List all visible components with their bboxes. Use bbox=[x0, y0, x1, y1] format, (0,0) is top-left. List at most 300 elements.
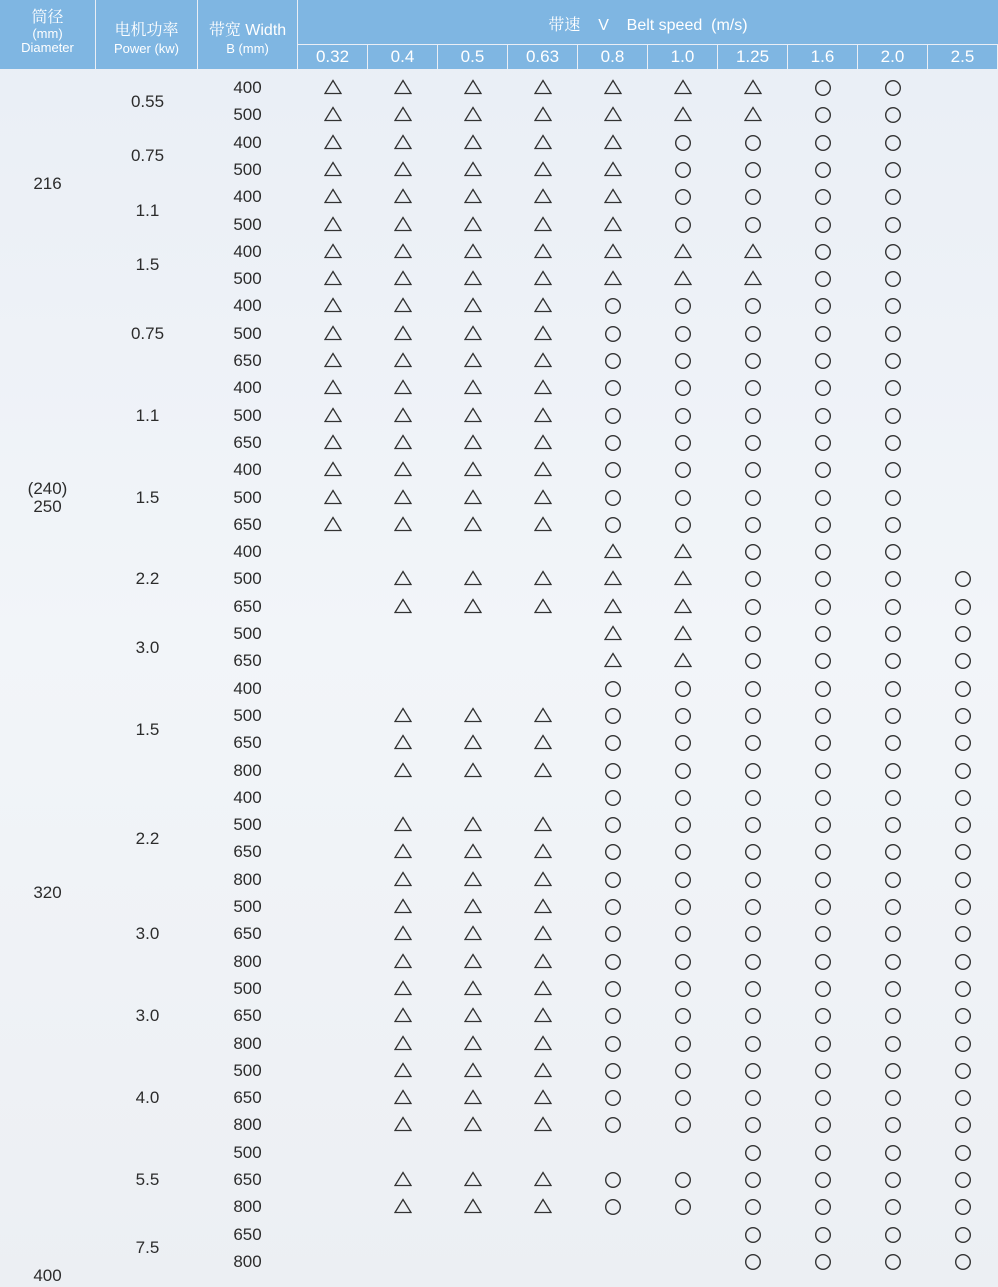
circle-icon bbox=[928, 1007, 997, 1025]
triangle-icon bbox=[648, 570, 717, 588]
circle-icon bbox=[648, 434, 717, 452]
belt-width-value: 800 bbox=[233, 1115, 262, 1135]
circle-icon bbox=[648, 762, 717, 780]
circle-icon bbox=[648, 980, 717, 998]
circle-icon bbox=[788, 216, 857, 234]
triangle-icon bbox=[438, 352, 507, 370]
belt-width-value: 500 bbox=[233, 705, 262, 725]
triangle-icon bbox=[578, 570, 647, 588]
circle-icon bbox=[578, 762, 647, 780]
triangle-icon bbox=[438, 734, 507, 752]
circle-icon bbox=[788, 325, 857, 343]
circle-icon bbox=[648, 789, 717, 807]
circle-icon bbox=[718, 1062, 787, 1080]
triangle-icon bbox=[368, 1007, 437, 1025]
triangle-icon bbox=[438, 707, 507, 725]
circle-icon bbox=[788, 1089, 857, 1107]
triangle-icon bbox=[508, 598, 577, 616]
triangle-icon bbox=[438, 489, 507, 507]
circle-icon bbox=[578, 1062, 647, 1080]
circle-icon bbox=[788, 407, 857, 425]
triangle-icon bbox=[368, 434, 437, 452]
triangle-icon bbox=[368, 1035, 437, 1053]
circle-icon bbox=[718, 407, 787, 425]
circle-icon bbox=[788, 707, 857, 725]
circle-icon bbox=[648, 925, 717, 943]
circle-icon bbox=[788, 489, 857, 507]
circle-icon bbox=[788, 1116, 857, 1134]
speed-col-7: 1.6 bbox=[788, 45, 857, 69]
circle-icon bbox=[928, 1198, 997, 1216]
triangle-icon bbox=[508, 1198, 577, 1216]
circle-icon bbox=[578, 325, 647, 343]
circle-icon bbox=[578, 297, 647, 315]
circle-icon bbox=[788, 1253, 857, 1271]
circle-icon bbox=[788, 379, 857, 397]
circle-icon bbox=[718, 1198, 787, 1216]
triangle-icon bbox=[508, 816, 577, 834]
belt-width-value: 400 bbox=[233, 187, 262, 207]
circle-icon bbox=[788, 106, 857, 124]
belt-width-value: 500 bbox=[233, 1142, 262, 1162]
circle-icon bbox=[648, 407, 717, 425]
triangle-icon bbox=[438, 925, 507, 943]
diameter-value: 216 bbox=[33, 173, 62, 193]
power-value: 1.5 bbox=[135, 719, 160, 739]
circle-icon bbox=[648, 1089, 717, 1107]
triangle-icon bbox=[438, 1198, 507, 1216]
circle-icon bbox=[788, 1144, 857, 1162]
speed-col-9: 2.5 bbox=[928, 45, 997, 69]
circle-icon bbox=[718, 953, 787, 971]
circle-icon bbox=[788, 789, 857, 807]
circle-icon bbox=[718, 1253, 787, 1271]
triangle-icon bbox=[438, 161, 507, 179]
circle-icon bbox=[648, 816, 717, 834]
circle-icon bbox=[578, 789, 647, 807]
triangle-icon bbox=[368, 134, 437, 152]
triangle-icon bbox=[368, 216, 437, 234]
header-width-label: 带宽 Width bbox=[208, 22, 287, 39]
circle-icon bbox=[928, 598, 997, 616]
belt-width-value: 500 bbox=[233, 105, 262, 125]
triangle-icon bbox=[368, 570, 437, 588]
circle-icon bbox=[718, 161, 787, 179]
triangle-icon bbox=[298, 379, 367, 397]
circle-icon bbox=[928, 925, 997, 943]
circle-icon bbox=[578, 816, 647, 834]
circle-icon bbox=[648, 461, 717, 479]
belt-width-value: 800 bbox=[233, 1033, 262, 1053]
circle-icon bbox=[648, 161, 717, 179]
circle-icon bbox=[788, 79, 857, 97]
header-diameter-cn: 筒径 bbox=[31, 9, 64, 26]
circle-icon bbox=[858, 925, 927, 943]
circle-icon bbox=[718, 598, 787, 616]
circle-icon bbox=[928, 789, 997, 807]
triangle-icon bbox=[438, 516, 507, 534]
belt-width-value: 650 bbox=[233, 432, 262, 452]
circle-icon bbox=[718, 1116, 787, 1134]
triangle-icon bbox=[438, 325, 507, 343]
circle-icon bbox=[928, 871, 997, 889]
belt-width-value: 800 bbox=[233, 760, 262, 780]
triangle-icon bbox=[368, 1089, 437, 1107]
circle-icon bbox=[578, 898, 647, 916]
triangle-icon bbox=[508, 188, 577, 206]
circle-icon bbox=[788, 352, 857, 370]
triangle-icon bbox=[368, 379, 437, 397]
power-value: 0.75 bbox=[130, 146, 165, 166]
power-value: 1.5 bbox=[135, 487, 160, 507]
circle-icon bbox=[788, 598, 857, 616]
circle-icon bbox=[718, 434, 787, 452]
triangle-icon bbox=[508, 707, 577, 725]
triangle-icon bbox=[508, 1062, 577, 1080]
circle-icon bbox=[928, 843, 997, 861]
circle-icon bbox=[578, 1116, 647, 1134]
circle-icon bbox=[718, 1144, 787, 1162]
triangle-icon bbox=[438, 953, 507, 971]
circle-icon bbox=[718, 134, 787, 152]
triangle-icon bbox=[368, 489, 437, 507]
triangle-icon bbox=[298, 489, 367, 507]
triangle-icon bbox=[508, 134, 577, 152]
power-value: 2.2 bbox=[135, 828, 160, 848]
belt-width-value: 500 bbox=[233, 405, 262, 425]
triangle-icon bbox=[508, 461, 577, 479]
circle-icon bbox=[788, 625, 857, 643]
triangle-icon bbox=[368, 352, 437, 370]
belt-width-value: 500 bbox=[233, 214, 262, 234]
triangle-icon bbox=[438, 1062, 507, 1080]
triangle-icon bbox=[298, 188, 367, 206]
triangle-icon bbox=[508, 106, 577, 124]
triangle-icon bbox=[438, 1171, 507, 1189]
speed-col-2: 0.5 bbox=[438, 45, 507, 69]
belt-width-value: 400 bbox=[233, 678, 262, 698]
triangle-icon bbox=[368, 871, 437, 889]
header-diameter-unit: (mm) bbox=[32, 26, 63, 41]
circle-icon bbox=[858, 106, 927, 124]
triangle-icon bbox=[718, 79, 787, 97]
circle-icon bbox=[648, 1007, 717, 1025]
circle-icon bbox=[858, 352, 927, 370]
circle-icon bbox=[858, 1226, 927, 1244]
circle-icon bbox=[578, 871, 647, 889]
triangle-icon bbox=[508, 925, 577, 943]
triangle-icon bbox=[508, 516, 577, 534]
circle-icon bbox=[718, 625, 787, 643]
circle-icon bbox=[578, 516, 647, 534]
circle-icon bbox=[858, 1144, 927, 1162]
circle-icon bbox=[718, 843, 787, 861]
belt-width-value: 400 bbox=[233, 378, 262, 398]
triangle-icon bbox=[368, 461, 437, 479]
triangle-icon bbox=[648, 79, 717, 97]
triangle-icon bbox=[508, 352, 577, 370]
circle-icon bbox=[788, 816, 857, 834]
speed-col-8: 2.0 bbox=[858, 45, 927, 69]
circle-icon bbox=[578, 461, 647, 479]
triangle-icon bbox=[508, 489, 577, 507]
triangle-icon bbox=[508, 734, 577, 752]
circle-icon bbox=[858, 1062, 927, 1080]
circle-icon bbox=[788, 843, 857, 861]
belt-width-value: 400 bbox=[233, 296, 262, 316]
circle-icon bbox=[578, 1171, 647, 1189]
belt-width-value: 800 bbox=[233, 1251, 262, 1271]
triangle-icon bbox=[368, 1198, 437, 1216]
circle-icon bbox=[858, 680, 927, 698]
belt-width-value: 500 bbox=[233, 624, 262, 643]
circle-icon bbox=[858, 762, 927, 780]
triangle-icon bbox=[298, 79, 367, 97]
circle-icon bbox=[648, 216, 717, 234]
triangle-icon bbox=[648, 598, 717, 616]
circle-icon bbox=[788, 1007, 857, 1025]
circle-icon bbox=[928, 953, 997, 971]
triangle-icon bbox=[368, 762, 437, 780]
power-value: 5.5 bbox=[135, 1170, 160, 1189]
triangle-icon bbox=[368, 843, 437, 861]
circle-icon bbox=[578, 434, 647, 452]
circle-icon bbox=[788, 516, 857, 534]
circle-icon bbox=[718, 489, 787, 507]
circle-icon bbox=[578, 953, 647, 971]
triangle-icon bbox=[648, 243, 717, 261]
circle-icon bbox=[858, 1253, 927, 1271]
circle-icon bbox=[718, 652, 787, 670]
belt-width-value: 650 bbox=[233, 651, 262, 671]
triangle-icon bbox=[508, 570, 577, 588]
triangle-icon bbox=[508, 379, 577, 397]
circle-icon bbox=[718, 543, 787, 561]
circle-icon bbox=[928, 680, 997, 698]
belt-width-value: 800 bbox=[233, 869, 262, 889]
circle-icon bbox=[858, 953, 927, 971]
circle-icon bbox=[718, 871, 787, 889]
circle-icon bbox=[858, 243, 927, 261]
belt-width-value: 500 bbox=[233, 159, 262, 179]
belt-width-value: 650 bbox=[233, 596, 262, 616]
circle-icon bbox=[858, 707, 927, 725]
circle-icon bbox=[648, 1062, 717, 1080]
belt-width-value: 500 bbox=[233, 897, 262, 916]
belt-width-value: 650 bbox=[233, 514, 262, 534]
circle-icon bbox=[858, 1171, 927, 1189]
triangle-icon bbox=[368, 707, 437, 725]
triangle-icon bbox=[508, 1116, 577, 1134]
triangle-icon bbox=[578, 188, 647, 206]
triangle-icon bbox=[648, 106, 717, 124]
triangle-icon bbox=[438, 79, 507, 97]
triangle-icon bbox=[718, 106, 787, 124]
triangle-icon bbox=[298, 216, 367, 234]
speed-col-6: 1.25 bbox=[718, 45, 787, 69]
triangle-icon bbox=[578, 652, 647, 670]
triangle-icon bbox=[508, 843, 577, 861]
circle-icon bbox=[648, 1198, 717, 1216]
triangle-icon bbox=[578, 79, 647, 97]
circle-icon bbox=[648, 325, 717, 343]
circle-icon bbox=[788, 297, 857, 315]
belt-width-value: 400 bbox=[233, 460, 262, 480]
circle-icon bbox=[718, 352, 787, 370]
circle-icon bbox=[788, 898, 857, 916]
belt-width-value: 650 bbox=[233, 1224, 262, 1244]
circle-icon bbox=[788, 734, 857, 752]
circle-icon bbox=[858, 625, 927, 643]
power-value: 4.0 bbox=[135, 1088, 160, 1108]
triangle-icon bbox=[718, 270, 787, 288]
circle-icon bbox=[928, 570, 997, 588]
triangle-icon bbox=[508, 79, 577, 97]
circle-icon bbox=[858, 980, 927, 998]
circle-icon bbox=[648, 843, 717, 861]
triangle-icon bbox=[578, 161, 647, 179]
triangle-icon bbox=[578, 543, 647, 561]
circle-icon bbox=[718, 1089, 787, 1107]
diameter-value: 320 bbox=[33, 883, 62, 903]
triangle-icon bbox=[438, 898, 507, 916]
belt-width-value: 650 bbox=[233, 1170, 262, 1189]
circle-icon bbox=[788, 188, 857, 206]
triangle-icon bbox=[508, 980, 577, 998]
triangle-icon bbox=[438, 570, 507, 588]
circle-icon bbox=[928, 1089, 997, 1107]
belt-width-value: 500 bbox=[233, 978, 262, 998]
triangle-icon bbox=[368, 297, 437, 315]
triangle-icon bbox=[368, 188, 437, 206]
circle-icon bbox=[858, 789, 927, 807]
circle-icon bbox=[578, 707, 647, 725]
triangle-icon bbox=[438, 106, 507, 124]
header-power-cn: 电机功率 bbox=[114, 22, 179, 39]
header-belt-speed bbox=[298, 0, 998, 44]
circle-icon bbox=[578, 1089, 647, 1107]
power-value: 0.55 bbox=[130, 91, 165, 111]
belt-width-value: 500 bbox=[233, 1060, 262, 1080]
circle-icon bbox=[578, 352, 647, 370]
triangle-icon bbox=[298, 461, 367, 479]
circle-icon bbox=[858, 734, 927, 752]
power-value: 2.2 bbox=[135, 569, 160, 589]
circle-icon bbox=[788, 1062, 857, 1080]
triangle-icon bbox=[368, 161, 437, 179]
power-value: 7.5 bbox=[135, 1238, 160, 1258]
triangle-icon bbox=[718, 243, 787, 261]
circle-icon bbox=[718, 461, 787, 479]
triangle-icon bbox=[508, 762, 577, 780]
circle-icon bbox=[928, 980, 997, 998]
circle-icon bbox=[648, 734, 717, 752]
circle-icon bbox=[858, 570, 927, 588]
triangle-icon bbox=[298, 516, 367, 534]
circle-icon bbox=[718, 188, 787, 206]
triangle-icon bbox=[368, 407, 437, 425]
belt-width-value: 500 bbox=[233, 815, 262, 835]
belt-width-value: 500 bbox=[233, 569, 262, 589]
triangle-icon bbox=[438, 134, 507, 152]
triangle-icon bbox=[438, 297, 507, 315]
circle-icon bbox=[718, 925, 787, 943]
triangle-icon bbox=[368, 816, 437, 834]
circle-icon bbox=[648, 707, 717, 725]
circle-icon bbox=[788, 1198, 857, 1216]
circle-icon bbox=[788, 1171, 857, 1189]
circle-icon bbox=[788, 1226, 857, 1244]
circle-icon bbox=[928, 1253, 997, 1271]
circle-icon bbox=[718, 816, 787, 834]
triangle-icon bbox=[508, 1035, 577, 1053]
circle-icon bbox=[788, 652, 857, 670]
triangle-icon bbox=[508, 270, 577, 288]
belt-width-value: 500 bbox=[233, 323, 262, 343]
circle-icon bbox=[648, 1035, 717, 1053]
belt-width-value: 650 bbox=[233, 1006, 262, 1026]
triangle-icon bbox=[438, 871, 507, 889]
header-power bbox=[96, 0, 197, 69]
circle-icon bbox=[718, 980, 787, 998]
circle-icon bbox=[928, 734, 997, 752]
circle-icon bbox=[928, 1116, 997, 1134]
circle-icon bbox=[928, 898, 997, 916]
triangle-icon bbox=[438, 843, 507, 861]
triangle-icon bbox=[368, 106, 437, 124]
circle-icon bbox=[788, 434, 857, 452]
triangle-icon bbox=[508, 953, 577, 971]
triangle-icon bbox=[368, 925, 437, 943]
circle-icon bbox=[718, 680, 787, 698]
circle-icon bbox=[578, 980, 647, 998]
speed-col-4: 0.8 bbox=[578, 45, 647, 69]
circle-icon bbox=[928, 1035, 997, 1053]
power-value: 3.0 bbox=[135, 637, 160, 657]
circle-icon bbox=[648, 352, 717, 370]
triangle-icon bbox=[298, 161, 367, 179]
triangle-icon bbox=[438, 270, 507, 288]
triangle-icon bbox=[578, 598, 647, 616]
triangle-icon bbox=[578, 106, 647, 124]
circle-icon bbox=[858, 598, 927, 616]
belt-width-value: 650 bbox=[233, 924, 262, 944]
circle-icon bbox=[578, 379, 647, 397]
circle-icon bbox=[648, 188, 717, 206]
triangle-icon bbox=[438, 762, 507, 780]
triangle-icon bbox=[648, 543, 717, 561]
triangle-icon bbox=[438, 598, 507, 616]
circle-icon bbox=[858, 325, 927, 343]
triangle-icon bbox=[438, 1035, 507, 1053]
circle-icon bbox=[718, 216, 787, 234]
circle-icon bbox=[858, 1116, 927, 1134]
belt-width-value: 800 bbox=[233, 951, 262, 971]
circle-icon bbox=[718, 297, 787, 315]
circle-icon bbox=[788, 570, 857, 588]
circle-icon bbox=[648, 489, 717, 507]
header-diameter bbox=[0, 0, 95, 69]
belt-width-value: 400 bbox=[233, 787, 262, 807]
circle-icon bbox=[578, 407, 647, 425]
speed-col-3: 0.63 bbox=[508, 45, 577, 69]
circle-icon bbox=[788, 762, 857, 780]
triangle-icon bbox=[368, 325, 437, 343]
circle-icon bbox=[928, 1062, 997, 1080]
circle-icon bbox=[648, 680, 717, 698]
header-diameter-en: Diameter bbox=[21, 40, 74, 55]
speed-col-1: 0.4 bbox=[368, 45, 437, 69]
